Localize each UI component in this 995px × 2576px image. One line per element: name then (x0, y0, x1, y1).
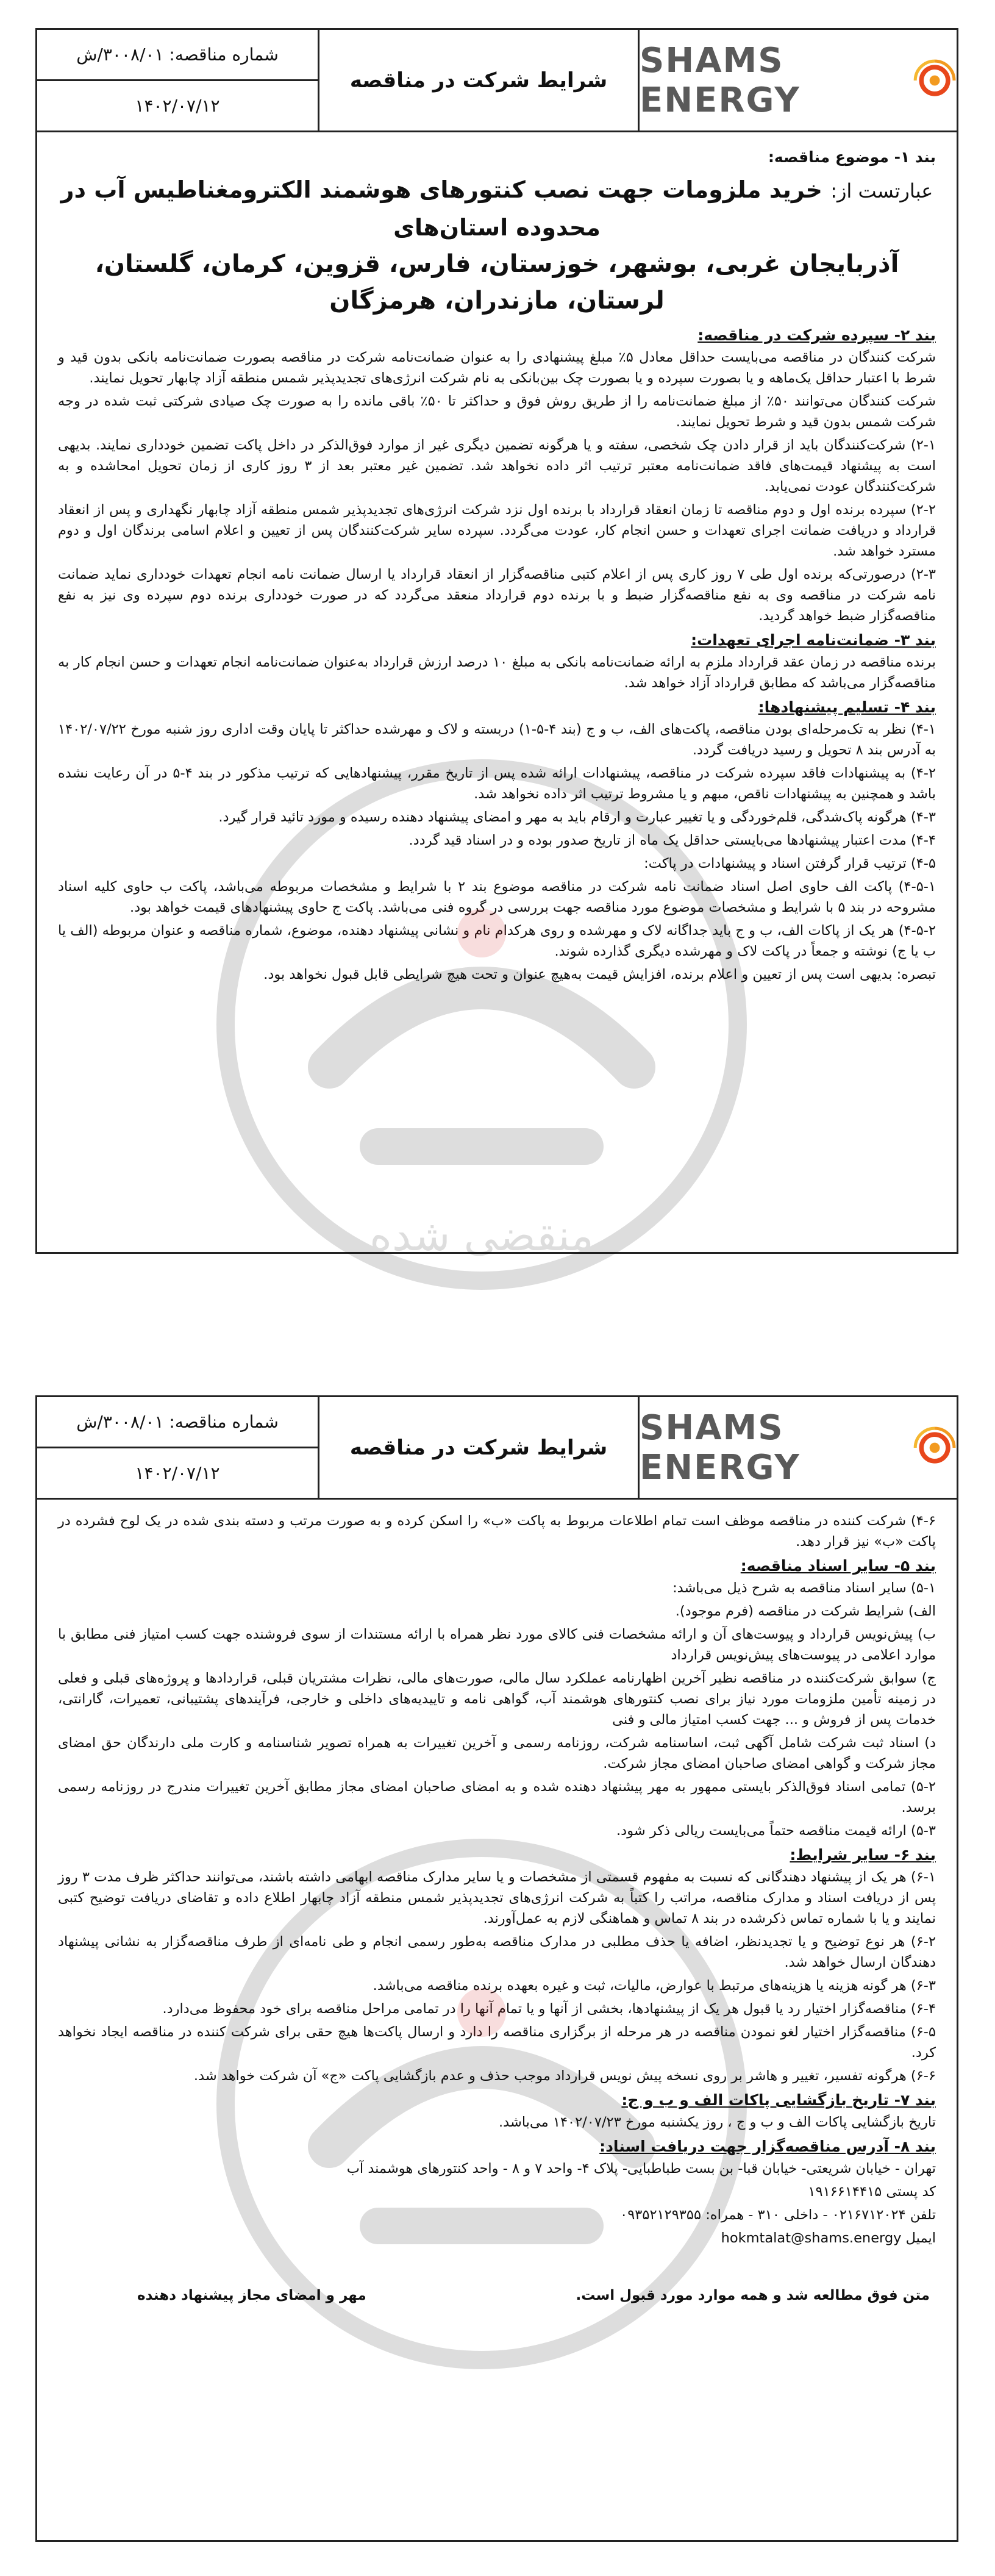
paragraph: ۴-۲) به پیشنهادات فاقد سپرده شرکت در مناقصه، پیشنهادات ارائه شده پس از تاریخ مقرر، پیشنهادهایی که ترتیب مذکور در بند ۴-۵ در آن رعایت نشده باشد و همچنین به پیشنهادات ناقص، مبهم و یا مشروط ترتیب اثر داده نخواهد شد. (58, 765, 936, 802)
page-2-body (37, 1500, 957, 2306)
document-page-1 (35, 28, 958, 1254)
sun-logo-icon (913, 54, 957, 107)
tender-meta (37, 1397, 318, 1498)
section-2-title: بند ۲- سپرده شرکت در مناقصه: (697, 326, 936, 344)
paragraph: ۶-۵) مناقصه‌گزار اختیار لغو نمودن مناقصه در هر مرحله از برگزاری مناقصه را دارد و ارسال پاکت‌ها هیچ حقی برای شرکت کننده در مناقصه ایجاد نخواهد کرد. (58, 2024, 936, 2061)
paragraph: ۴-۶) شرکت کننده در مناقصه موظف است تمام اطلاعات مربوط به پاکت «ب» را اسکن کرده و به صورت مرتب و دسته بندی شده در یک لوح فشرده در پاکت «ب» نیز قرار دهد. (58, 1513, 936, 1550)
email-line (58, 2228, 936, 2249)
page-header (37, 30, 957, 132)
email-address: hokmtalat@shams.energy (721, 2230, 902, 2246)
paragraph: ۴-۵-۱) پاکت الف حاوی اصل اسناد ضمانت نامه شرکت در مناقصه موضوع بند ۲ با شرایط و مشخصات مربوطه می‌باشد، پاکت ب حاوی کلیه اسناد مشروحه در بند ۵ با شرایط و مشخصات موضوع مورد مناقصه جهت بررسی در گروه فنی می‌باشد. پاکت ج حاوی پیشنهادهای قیمت خواهد بود. (58, 879, 936, 915)
tender-subject (58, 171, 936, 319)
address-line: تهران - خیابان شریعتی- خیابان قبا- بن بست طباطبایی- پلاک ۴- واحد ۷ و ۸ - واحد کنتورهای هوشمند آب (346, 2161, 936, 2177)
paragraph: شرکت کنندگان می‌توانند ۵۰٪ از مبلغ ضمانت‌نامه را از طریق روش فوق و حداکثر تا ۵۰٪ باقی مانده را به صورت چک صیادی شرکتی ثبت شده در وجه شرکت شمس بدون قید و شرط تحویل نمایند. (58, 393, 936, 430)
tender-meta (37, 30, 318, 131)
paragraph: ۶-۲) هر نوع توضیح و یا تجدیدنظر، اضافه یا حذف مطلبی در مدارک مناقصه به‌طور رسمی انجام و طی نامه‌ای از طرف مناقصه‌گزار به نشانی پیشنهاد دهندگان ارسال خواهد شد. (58, 1934, 936, 1970)
document-title: شرایط شرکت در مناقصه (318, 30, 638, 131)
phone-line: تلفن ۰۲۱۶۷۱۲۰۲۴ - داخلی ۳۱۰ - همراه: ۰۹۳۵۲۱۲۹۳۵۵ (620, 2207, 936, 2223)
logo-text: SHAMS ENERGY (640, 1408, 801, 1487)
tender-number: شماره مناقصه: ۳۰۰۸/۰۱/ش (37, 1397, 318, 1448)
document-page-2 (35, 1395, 958, 2542)
paragraph: تاریخ بازگشایی پاکات الف و ب و ج ، روز یکشنبه مورخ ۱۴۰۲/۰۷/۲۳ می‌باشد. (499, 2114, 936, 2130)
paragraph: ۶-۴) مناقصه‌گزار اختیار رد یا قبول هر یک از پیشنهادها، بخشی از آنها و یا تمام آنها را در تمامی مراحل مناقصه برای خود محفوظ می‌دارد. (162, 2001, 936, 2017)
paragraph: ۶-۶) هرگونه تفسیر، تغییر و هاشر بر روی نسخه پیش نویس قرارداد موجب حذف و عدم بازگشایی پاکت «ج» آن شرکت خواهد شد. (193, 2068, 936, 2084)
subject-lead: عبارتست از: (830, 179, 933, 202)
signature-label: مهر و امضای مجاز پیشنهاد دهنده (137, 2288, 366, 2303)
paragraph: ۵-۳) ارائه قیمت مناقصه حتماً می‌بایست ریالی ذکر شود. (616, 1823, 936, 1839)
paragraph: ۵-۲) تمامی اسناد فوق‌الذکر بایستی ممهور به مهر پیشنهاد دهنده شده و به امضای صاحبان امضای مجاز مطابق آخرین تغییرات مندرج در روزنامه رسمی برسد. (58, 1779, 936, 1816)
paragraph: ۲-۲) سپرده برنده اول و دوم مناقصه تا زمان انعقاد قرارداد با برنده اول نزد شرکت انرژی‌های تجدیدپذیر شمس منطقه آزاد چابهار نگهداری و پس از انعقاد قرارداد و دریافت ضمانت اجرای تعهدات و حسن انجام کار، عودت می‌گردد. سپرده سایر شرکت‌کنندگان پس از تعیین و اعلام اسامی برندگان اول و دوم مسترد خواهد شد. (58, 502, 936, 559)
logo (638, 30, 957, 131)
paragraph: ۲-۱) شرکت‌کنندگان باید از قرار دادن چک شخصی، سفته و یا هرگونه تضمین دیگری غیر از موارد فوق‌الذکر در داخل پاکت تضمین خودداری نمایند. بدیهی است به پیشنهاد قیمت‌های فاقد ضمانت‌نامه معتبر ترتیب اثر داده نخواهد شد. تضمین غیر معتبر بعد از ۳ روز کاری از زمان تحویل امحاشده و به شرکت‌کنندگان عودت نمی‌یابد. (58, 437, 936, 495)
paragraph: ج) سوابق شرکت‌کننده در مناقصه نظیر آخرین اظهارنامه عملکرد سال مالی، صورت‌های مالی، نظرات مشتریان قبلی، قراردادها و پروژه‌های قبلی و فعلی در زمینه تأمین ملزومات مورد نیاز برای نصب کنتورهای هوشمند آب، گواهی نامه و تاییدیه‌های داخلی و خارجی، فرآیندهای پشتیبانی، تعمیرات، گارانتی، خدمات پس از فروش و ... جهت کسب امتیاز مالی و فنی (58, 1670, 936, 1728)
paragraph: ۴-۴) مدت اعتبار پیشنهادها می‌بایستی حداقل یک ماه از تاریخ صدور بوده و در اسناد قید گردد. (408, 832, 936, 848)
tender-date: ۱۴۰۲/۰۷/۱۲ (135, 96, 220, 116)
closing-text: متن فوق مطالعه شد و همه موارد مورد قبول است. (576, 2288, 930, 2303)
signature-row (58, 2285, 936, 2306)
paragraph: د) اسناد ثبت شرکت شامل آگهی ثبت، اساسنامه شرکت، روزنامه رسمی و آخرین تغییرات به همراه تصویر شناسنامه و کارت ملی دارندگان حق امضای مجاز شرکت و گواهی امضای صاحبان امضای مجاز شرکت. (58, 1735, 936, 1772)
paragraph: ۵-۱) سایر اسناد مناقصه به شرح ذیل می‌باشد: (672, 1580, 936, 1596)
page-header (37, 1397, 957, 1500)
section-3-title: بند ۳- ضمانت‌نامه اجرای تعهدات: (691, 631, 936, 649)
section-4-title: بند ۴- تسلیم پیشنهادها: (758, 698, 936, 716)
postal-code: کد پستی ۱۹۱۶۶۱۴۴۱۵ (808, 2184, 936, 2200)
paragraph: ۲-۳) درصورتی‌که برنده اول طی ۷ روز کاری پس از اعلام کتبی مناقصه‌گزار از انعقاد قرارداد یا ارسال ضمانت نامه انجام تعهدات خودداری نماید ضمانت نامه شرکت در مناقصه وی به نفع مناقصه‌گزار ضبط و با برنده دوم قرارداد منعقد می‌گردد که در صورت خودداری برنده دوم سپرده وی نیز به نفع مناقصه‌گزار ضبط خواهد گردید. (58, 567, 936, 624)
note: تبصره: بدیهی است پس از تعیین و اعلام برنده، افزایش قیمت به‌هیچ عنوان و تحت هیچ شرایطی قابل قبول نخواهد بود. (263, 967, 936, 982)
subject-main: خرید ملزومات جهت نصب کنتورهای هوشمند الکترومغناطیس آب در محدوده استان‌های (60, 176, 822, 241)
subject-provinces: آذربایجان غربی، بوشهر، خوزستان، فارس، قزوین، کرمان، گلستان، لرستان، مازندران، هرمزگان (95, 250, 899, 315)
tender-date: ۱۴۰۲/۰۷/۱۲ (135, 1463, 220, 1483)
paragraph: ۶-۳) هر گونه هزینه یا هزینه‌های مرتبط با عوارض، مالیات، ثبت و غیره بعهده برنده مناقصه می‌باشد. (373, 1978, 936, 1994)
paragraph: ۶-۱) هر یک از پیشنهاد دهندگانی که نسبت به مفهوم قسمتی از مشخصات و یا سایر مدارک مناقصه ابهامی داشته باشند، می‌توانند حداکثر ظرف مدت ۳ روز پس از دریافت اسناد و مدارک مناقصه، مراتب را کتباً به شرکت انرژی‌های تجدیدپذیر شمس منطقه آزاد چابهار اطلاع داده و تقاضای دریافت توضیح کتبی نمایند و یا با شماره تماس ذکرشده در بند ۸ تماس و هماهنگی لازم به عمل‌آورند. (58, 1869, 936, 1927)
section-5-title: بند ۵- سایر اسناد مناقصه: (740, 1557, 936, 1575)
tender-number: شماره مناقصه: ۳۰۰۸/۰۱/ش (37, 30, 318, 81)
document-title: شرایط شرکت در مناقصه (318, 1397, 638, 1498)
logo (638, 1397, 957, 1498)
paragraph: ۴-۳) هرگونه پاک‌شدگی، قلم‌خوردگی و یا تغییر عبارت و ارقام باید به مهر و امضای پیشنهاد دهنده رسیده و مورد تائید قرار گیرد. (218, 809, 936, 825)
page-1-body (37, 132, 957, 985)
section-8-title: بند ۸- آدرس مناقصه‌گزار جهت دریافت اسناد: (599, 2138, 936, 2155)
logo-text: SHAMS ENERGY (640, 40, 801, 120)
paragraph: ۴-۱) نظر به تک‌مرحله‌ای بودن مناقصه، پاکت‌های الف، ب و ج (بند ۴-۵-۱) دربسته و لاک و مهرشده حداکثر تا پایان وقت اداری روز شنبه مورخ ۱۴۰۲/۰۷/۲۲ به آدرس بند ۸ تحویل و رسید دریافت گردد. (58, 721, 936, 758)
paragraph: برنده مناقصه در زمان عقد قرارداد ملزم به ارائه ضمانت‌نامه بانکی به مبلغ ۱۰ درصد ارزش قرارداد به‌عنوان ضمانت‌نامه انجام تعهدات و حسن انجام کار به مناقصه‌گزار می‌باشد که مطابق قرارداد آزاد خواهد شد. (58, 654, 936, 691)
section-1-title: بند ۱- موضوع مناقصه: (768, 148, 936, 166)
paragraph: ۴-۵-۲) هر یک از پاکات الف، ب و ج باید جداگانه لاک و مهرشده و روی هرکدام نام و نشانی پیشنهاد دهنده، موضوع، شماره مناقصه و عنوان مربوطه (الف یا ب یا ج) نوشته و جمعاً در پاکت لاک و مهرشده دیگری گذارده شوند. (58, 923, 936, 959)
paragraph: ب) پیش‌نویس قرارداد و پیوست‌های آن و ارائه مشخصات فنی کالای مورد نظر همراه با ارائه مستندات از سوی فروشنده جهت کسب امتیاز فنی مطابق با موارد اعلامی در پیوست‌های پیش‌نویس قرارداد (58, 1626, 936, 1663)
section-6-title: بند ۶- سایر شرایط: (790, 1846, 936, 1864)
section-7-title: بند ۷- تاریخ بازگشایی پاکات الف و ب و ج: (621, 2091, 936, 2109)
paragraph: ۴-۵) ترتیب قرار گرفتن اسناد و پیشنهادات در پاکت: (644, 856, 936, 871)
sun-logo-icon (913, 1422, 957, 1474)
paragraph: شرکت کنندگان در مناقصه می‌بایست حداقل معادل ۵٪ مبلغ پیشنهادی را به عنوان ضمانت‌نامه شرکت در مناقصه بصورت ضمانت‌نامه بانکی بدون قید و شرط با اعتبار حداقل یک‌ماهه و یا بصورت سپرده و یا بصورت چک بین‌بانکی به نام شرکت انرژی‌های تجدیدپذیر شمس منطقه آزاد چابهار تحویل نمایند. (58, 349, 936, 386)
paragraph: الف) شرایط شرکت در مناقصه (فرم موجود). (675, 1603, 936, 1619)
email-label: ایمیل (905, 2230, 936, 2246)
